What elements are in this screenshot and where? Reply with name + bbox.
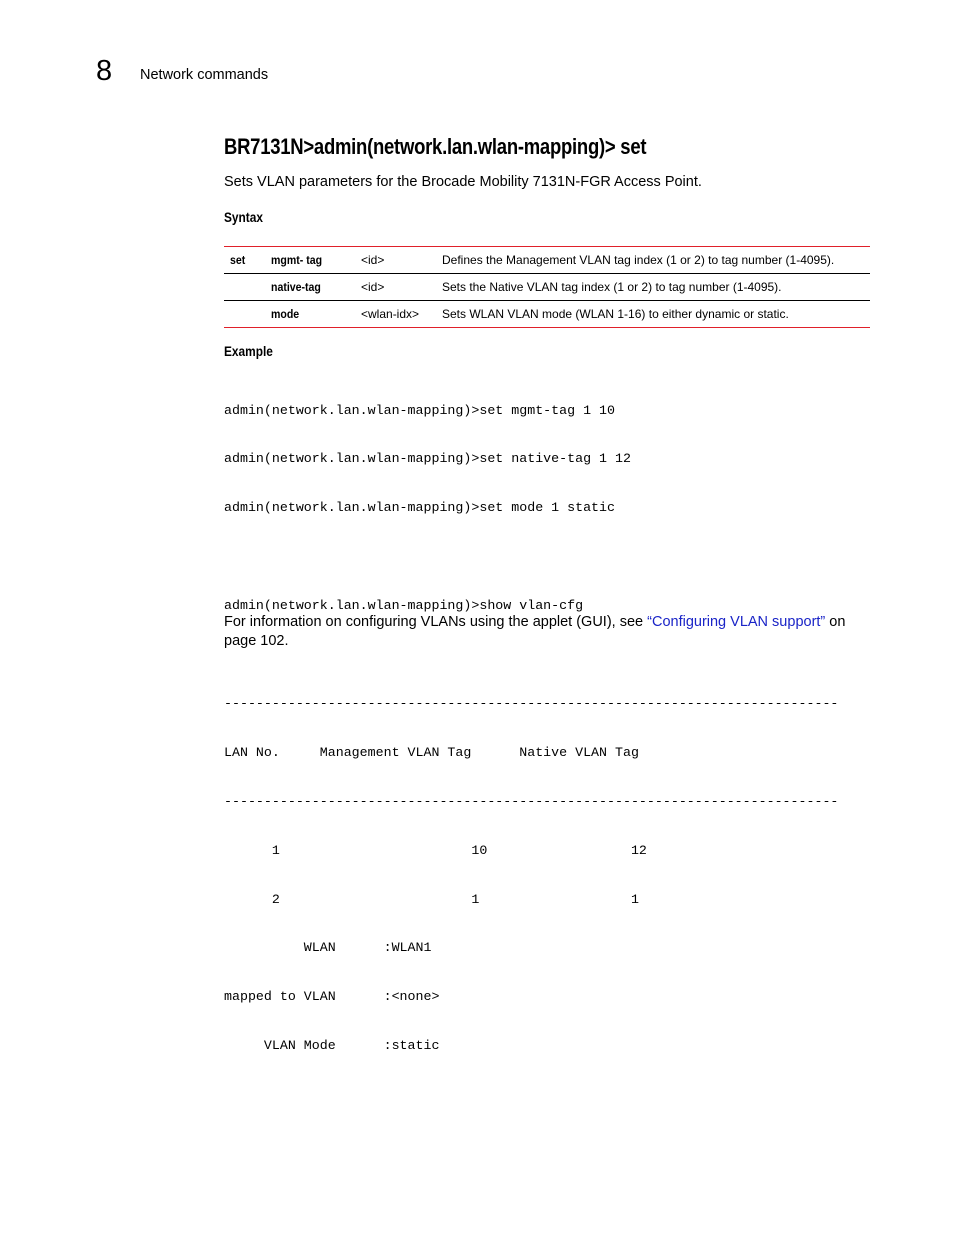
syntax-argument: <id> <box>361 274 442 301</box>
syntax-command: set <box>230 253 246 267</box>
code-line: ----------------------------------------------------------------------------- <box>224 793 839 809</box>
syntax-parameter: mode <box>271 307 300 321</box>
code-line: LAN No. Management VLAN Tag Native VLAN Tag <box>224 744 639 760</box>
section-intro: Sets VLAN parameters for the Brocade Mobility 7131N-FGR Access Point. <box>224 174 702 190</box>
syntax-description: Sets the Native VLAN tag index (1 or 2) to tag number (1-4095). <box>442 274 870 301</box>
code-line: admin(network.lan.wlan-mapping)>set mgmt-tag 1 10 <box>224 402 615 418</box>
syntax-argument: <id> <box>361 247 442 274</box>
footer-paragraph <box>224 613 864 651</box>
syntax-parameter: native-tag <box>271 280 321 294</box>
chapter-number: 8 <box>96 55 113 87</box>
code-line <box>224 549 838 565</box>
example-code-block <box>224 370 838 1071</box>
footer-text-after: on page 102. <box>224 614 846 649</box>
code-line: mapped to VLAN :<none> <box>224 989 440 1005</box>
configuring-vlan-support-link[interactable]: “Configuring VLAN support” <box>647 614 826 630</box>
syntax-row <box>224 274 870 301</box>
footer-text: For information on configuring VLANs using the applet (GUI), see <box>224 614 648 630</box>
code-line: admin(network.lan.wlan-mapping)>set native-tag 1 12 <box>224 451 631 467</box>
syntax-label: Syntax <box>224 210 263 225</box>
code-line: 1 10 12 <box>224 842 647 858</box>
syntax-row <box>224 247 870 274</box>
syntax-argument: <wlan-idx> <box>361 301 442 328</box>
code-line: admin(network.lan.wlan-mapping)>show vlan-cfg <box>224 598 584 614</box>
syntax-description: Sets WLAN VLAN mode (WLAN 1-16) to either dynamic or static. <box>442 301 870 328</box>
code-line: 2 1 1 <box>224 891 639 907</box>
chapter-title: Network commands <box>140 67 269 83</box>
code-line: admin(network.lan.wlan-mapping)>set mode 1 static <box>224 500 615 516</box>
syntax-table <box>224 246 870 328</box>
section-title: BR7131N>admin(network.lan.wlan-mapping)> set <box>224 134 647 159</box>
code-line: ----------------------------------------------------------------------------- <box>224 695 839 711</box>
syntax-description: Defines the Management VLAN tag index (1 or 2) to tag number (1-4095). <box>442 247 870 274</box>
syntax-parameter: mgmt- tag <box>271 253 323 267</box>
example-label: Example <box>224 344 273 359</box>
code-line: VLAN Mode :static <box>224 1038 440 1054</box>
syntax-row <box>224 301 870 328</box>
code-line: WLAN :WLAN1 <box>224 940 432 956</box>
